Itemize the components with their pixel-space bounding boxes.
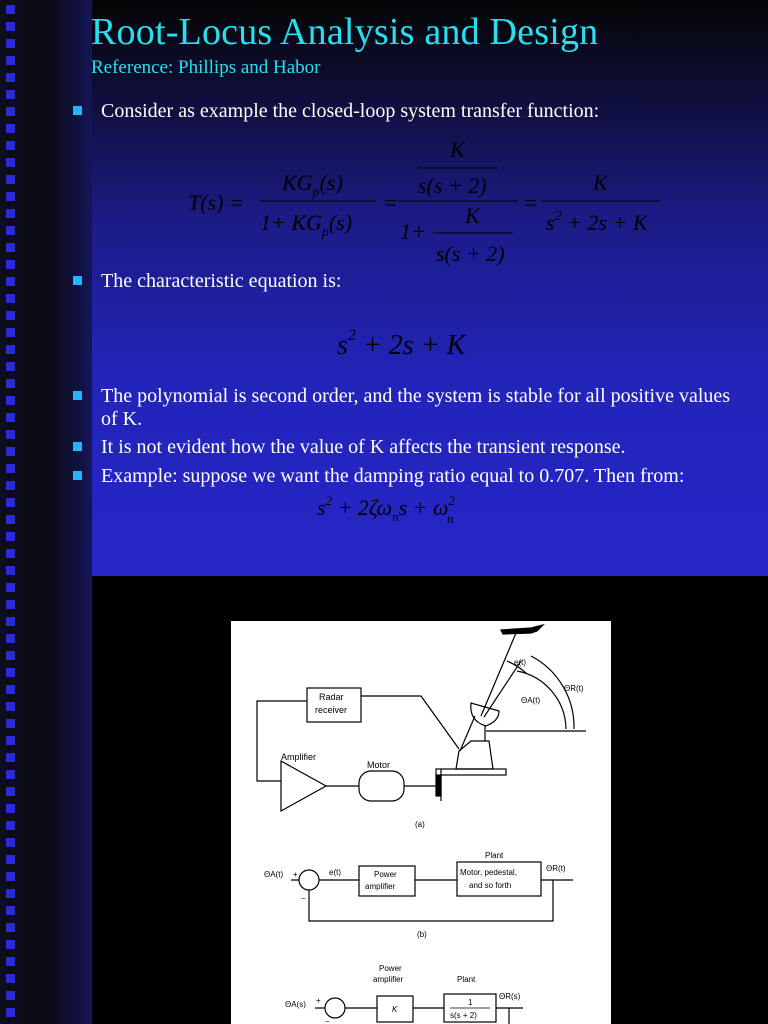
svg-text:Plant: Plant [457,975,476,984]
svg-text:Power: Power [379,964,402,973]
svg-text:ΘA(t): ΘA(t) [521,696,541,705]
decor-square [6,855,15,864]
decor-square [6,974,15,983]
decor-square [6,5,15,14]
decor-square [6,702,15,711]
svg-text:ΘA(s): ΘA(s) [285,1000,306,1009]
decor-square [6,804,15,813]
svg-text:Amplifier: Amplifier [281,752,317,762]
bullet-4: It is not evident how the value of K affects the transient response. [101,436,741,459]
svg-text:s2 + 2ζωns + ω2n: $s^2 + 2\zeta\omega_ns + \omega^2$ n [317,493,456,526]
decor-square [6,906,15,915]
inner-num-top: K [450,137,465,162]
decor-square [6,107,15,116]
bullet-5: Example: suppose we want the damping ratio equal to 0.707. Then from: [101,465,741,488]
decor-square [6,464,15,473]
decor-square [6,413,15,422]
tf-den1: $1+ KG_p(s)$ [260,210,353,240]
standard-form-equation [315,488,515,530]
decor-square [6,39,15,48]
decor-square [6,634,15,643]
airplane-icon [501,625,543,634]
svg-text:and so forth: and so forth [469,881,512,890]
svg-text:Motor: Motor [367,760,391,770]
decor-square [6,243,15,252]
tf-num1: $KG_p(s)$ [282,170,343,200]
svg-text:Plant: Plant [485,851,504,860]
decor-square [6,753,15,762]
decor-square [6,345,15,354]
decor-square [6,141,15,150]
motor-icon [359,771,404,801]
decor-square [6,736,15,745]
inner-den-top: K [465,203,480,228]
svg-text:e(t): e(t) [329,868,341,877]
decor-square [6,872,15,881]
decor-square [6,379,15,388]
decor-square [6,991,15,1000]
decor-square [6,838,15,847]
eq-sign-2: = [523,190,538,215]
svg-text:(b): (b) [417,930,427,939]
decor-square [6,549,15,558]
decor-square [6,192,15,201]
svg-text:receiver: receiver [315,705,348,715]
svg-text:(a): (a) [415,820,425,829]
decor-square [6,396,15,405]
svg-text:+: + [316,996,321,1005]
inner-den-bottom: s(s + 2) [436,241,505,266]
decor-square [6,277,15,286]
svg-text:Motor, pedestal,: Motor, pedestal, [460,868,517,877]
decor-square [6,328,15,337]
tf-lhs: T(s) = [188,190,244,215]
decor-square [6,498,15,507]
slide-title: Root-Locus Analysis and Design [91,11,599,53]
svg-text:e(t): e(t) [514,658,526,667]
decor-square [6,787,15,796]
decor-square [6,430,15,439]
characteristic-equation [335,320,495,370]
svg-text:ΘR(s): ΘR(s) [499,992,521,1001]
decor-square [6,209,15,218]
radar-dish-icon [471,703,499,726]
decor-square [6,56,15,65]
decor-square [6,22,15,31]
decor-square [6,362,15,371]
svg-text:amplifier: amplifier [365,882,396,891]
svg-text:K: K [392,1005,398,1014]
svg-text:amplifier: amplifier [373,975,404,984]
decor-square [6,566,15,575]
decor-square [6,481,15,490]
svg-text:s2 + 2s + K: $s^2 + 2s + K$ [337,327,466,361]
decor-square [6,770,15,779]
decor-square [6,124,15,133]
decor-square [6,889,15,898]
decor-square [6,532,15,541]
svg-text:Power: Power [374,870,397,879]
decor-square [6,719,15,728]
bullet-2: The characteristic equation is: [101,270,741,293]
svg-text:−: − [301,894,306,903]
svg-text:ΘR(t): ΘR(t) [546,864,566,873]
decor-square [6,175,15,184]
radar-tracking-figure [231,621,611,1024]
amplifier-icon [281,761,326,811]
decor-square [6,90,15,99]
decor-square [6,447,15,456]
final-den: $s^2 + 2s + K$ [546,209,648,235]
decor-square [6,226,15,235]
decor-square [6,617,15,626]
decor-square [6,515,15,524]
decor-square [6,957,15,966]
svg-text:1: 1 [468,998,473,1007]
svg-text:+: + [293,870,298,879]
inner-den-prefix: 1+ [400,219,426,244]
decor-square [6,294,15,303]
decor-square [6,158,15,167]
decor-square [6,260,15,269]
decor-square [6,600,15,609]
svg-text:s(s + 2): s(s + 2) [450,1011,477,1020]
final-num: K [593,170,608,195]
decor-square [6,583,15,592]
decor-square [6,311,15,320]
decor-square [6,821,15,830]
left-decor-strip [0,0,92,1024]
inner-num-bottom: s(s + 2) [418,173,487,198]
decor-square [6,940,15,949]
bullet-3: The polynomial is second order, and the system is stable for all positive values of K. [101,385,741,431]
decor-square [6,73,15,82]
decor-square [6,923,15,932]
decor-square [6,1008,15,1017]
slide-subtitle: Reference: Phillips and Habor [91,57,321,78]
transfer-function-equation [180,135,680,275]
eq-sign-1: = [383,190,398,215]
svg-text:ΘA(t): ΘA(t) [264,870,284,879]
svg-text:Radar: Radar [319,692,344,702]
decor-square [6,668,15,677]
svg-text:ΘR(t): ΘR(t) [564,684,584,693]
decor-square [6,685,15,694]
bullet-1: Consider as example the closed-loop system transfer function: [101,100,741,123]
decor-square [6,651,15,660]
svg-text:−: − [325,1017,330,1024]
